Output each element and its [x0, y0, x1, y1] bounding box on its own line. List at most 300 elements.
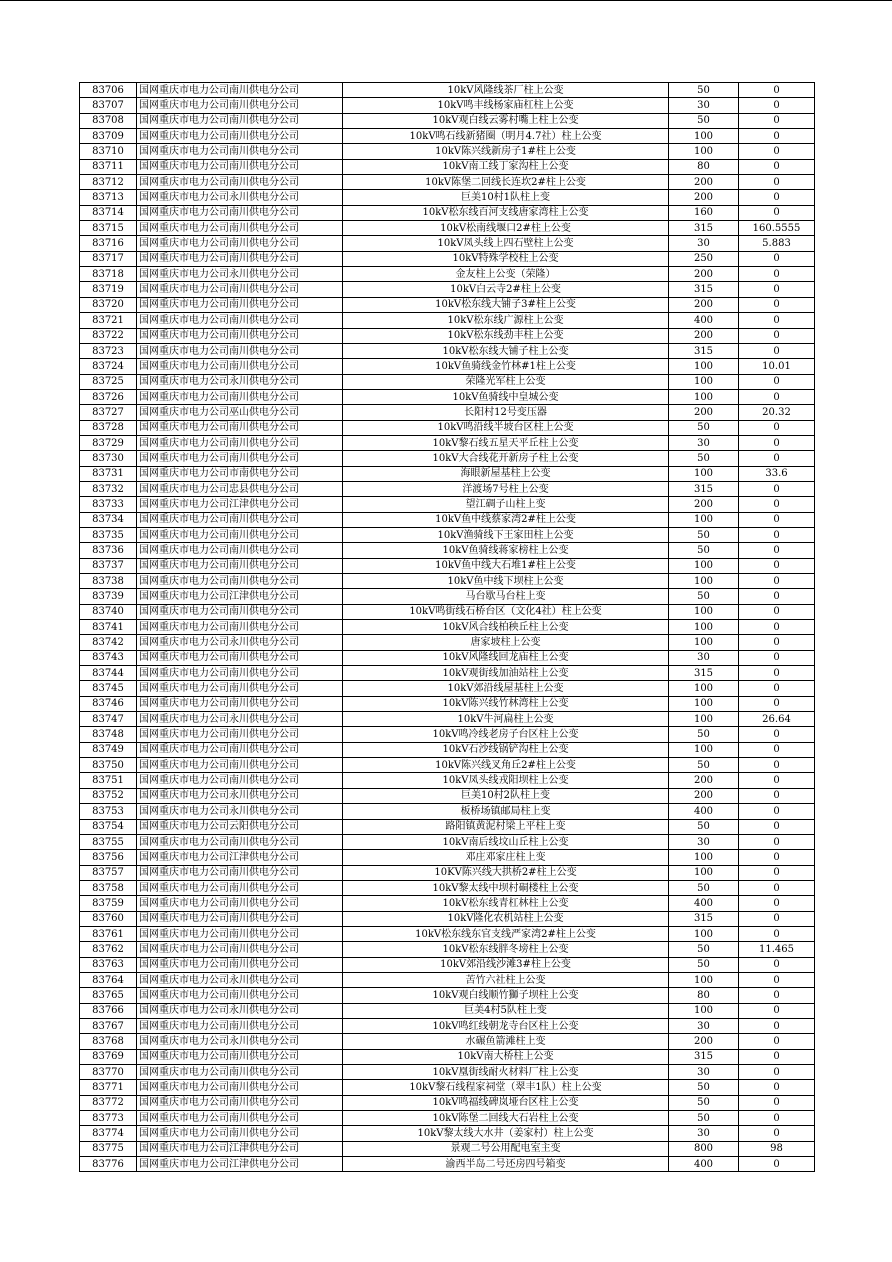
- row-id-cell: 83752: [80, 788, 137, 803]
- capacity-cell: 100: [669, 712, 739, 727]
- company-cell: 国网重庆市电力公司南川供电分公司: [137, 129, 343, 144]
- capacity-cell: 100: [669, 742, 739, 757]
- row-id-cell: 83719: [80, 282, 137, 297]
- row-id-cell: 83718: [80, 267, 137, 282]
- value-cell: 0: [739, 1034, 815, 1049]
- company-cell: 国网重庆市电力公司南川供电分公司: [137, 236, 343, 251]
- value-cell: 0: [739, 1003, 815, 1018]
- company-cell: 国网重庆市电力公司永川供电分公司: [137, 972, 343, 987]
- table-row: [80, 497, 815, 512]
- transformer-name-cell: 10kV黎石线五星天平丘柱上公变: [343, 435, 669, 450]
- row-id-cell: 83711: [80, 159, 137, 174]
- table-row: [80, 374, 815, 389]
- transformer-name-cell: 10kV陈兴线新房子1#柱上公变: [343, 144, 669, 159]
- capacity-cell: 400: [669, 1157, 739, 1172]
- table-row: [80, 435, 815, 450]
- transformer-name-cell: 10kV风合线柏秧丘柱上公变: [343, 620, 669, 635]
- value-cell: 0: [739, 313, 815, 328]
- capacity-cell: 200: [669, 1034, 739, 1049]
- row-id-cell: 83729: [80, 435, 137, 450]
- company-cell: 国网重庆市电力公司南川供电分公司: [137, 359, 343, 374]
- capacity-cell: 50: [669, 942, 739, 957]
- transformer-name-cell: 10kV白云寺2#柱上公变: [343, 282, 669, 297]
- table-row: [80, 865, 815, 880]
- capacity-cell: 200: [669, 175, 739, 190]
- row-id-cell: 83746: [80, 696, 137, 711]
- transformer-name-cell: 10kV黎太线大水井（姜家村）柱上公变: [343, 1126, 669, 1141]
- transformer-name-cell: 10kV松东线胖冬塝柱上公变: [343, 942, 669, 957]
- row-id-cell: 83717: [80, 251, 137, 266]
- value-cell: 20.32: [739, 405, 815, 420]
- transformer-name-cell: 10kV鸣丰线杨家庙杠柱上公变: [343, 98, 669, 113]
- company-cell: 国网重庆市电力公司南川供电分公司: [137, 451, 343, 466]
- table-row: [80, 620, 815, 635]
- company-cell: 国网重庆市电力公司江津供电分公司: [137, 589, 343, 604]
- row-id-cell: 83759: [80, 896, 137, 911]
- company-cell: 国网重庆市电力公司南川供电分公司: [137, 620, 343, 635]
- value-cell: 0: [739, 267, 815, 282]
- value-cell: 0: [739, 681, 815, 696]
- value-cell: 0: [739, 497, 815, 512]
- table-row: [80, 911, 815, 926]
- capacity-cell: 100: [669, 850, 739, 865]
- capacity-cell: 400: [669, 313, 739, 328]
- row-id-cell: 83751: [80, 773, 137, 788]
- row-id-cell: 83770: [80, 1065, 137, 1080]
- table-row: [80, 727, 815, 742]
- transformer-name-cell: 巨美10村2队柱上变: [343, 788, 669, 803]
- transformer-name-cell: 10kV凰街线耐火材料厂柱上公变: [343, 1065, 669, 1080]
- table-row: [80, 98, 815, 113]
- company-cell: 国网重庆市电力公司南川供电分公司: [137, 666, 343, 681]
- row-id-cell: 83707: [80, 98, 137, 113]
- transformer-name-cell: 10kV南大桥柱上公变: [343, 1049, 669, 1064]
- capacity-cell: 200: [669, 405, 739, 420]
- company-cell: 国网重庆市电力公司南川供电分公司: [137, 1065, 343, 1080]
- value-cell: 0: [739, 758, 815, 773]
- value-cell: 0: [739, 1080, 815, 1095]
- value-cell: 5.883: [739, 236, 815, 251]
- table-row: [80, 972, 815, 987]
- capacity-cell: 400: [669, 896, 739, 911]
- row-id-cell: 83755: [80, 834, 137, 849]
- value-cell: 10.01: [739, 359, 815, 374]
- transformer-name-cell: 渝西半岛二号还房四号箱变: [343, 1157, 669, 1172]
- capacity-cell: 100: [669, 374, 739, 389]
- company-cell: 国网重庆市电力公司南川供电分公司: [137, 696, 343, 711]
- capacity-cell: 315: [669, 911, 739, 926]
- table-row: [80, 1018, 815, 1033]
- capacity-cell: 50: [669, 1095, 739, 1110]
- capacity-cell: 100: [669, 696, 739, 711]
- capacity-cell: 50: [669, 727, 739, 742]
- company-cell: 国网重庆市电力公司南川供电分公司: [137, 942, 343, 957]
- value-cell: 0: [739, 190, 815, 205]
- value-cell: 0: [739, 512, 815, 527]
- row-id-cell: 83734: [80, 512, 137, 527]
- row-id-cell: 83736: [80, 543, 137, 558]
- transformer-name-cell: 10kV松东线东官支线严家湾2#柱上公变: [343, 926, 669, 941]
- value-cell: 0: [739, 819, 815, 834]
- capacity-cell: 30: [669, 834, 739, 849]
- table-row: [80, 834, 815, 849]
- transformer-name-cell: 板桥场镇邮局柱上变: [343, 804, 669, 819]
- transformer-name-cell: 10kV松东线大铺子3#柱上公变: [343, 297, 669, 312]
- company-cell: 国网重庆市电力公司南川供电分公司: [137, 957, 343, 972]
- table-row: [80, 1141, 815, 1156]
- row-id-cell: 83766: [80, 1003, 137, 1018]
- company-cell: 国网重庆市电力公司南川供电分公司: [137, 574, 343, 589]
- table-row: [80, 742, 815, 757]
- transformer-name-cell: 10kV松东线百河支线唐家湾柱上公变: [343, 205, 669, 220]
- transformer-name-cell: 10kV观白线顺竹獅子坝柱上公变: [343, 988, 669, 1003]
- table-row: [80, 251, 815, 266]
- capacity-cell: 50: [669, 819, 739, 834]
- value-cell: 0: [739, 574, 815, 589]
- value-cell: 0: [739, 1157, 815, 1172]
- value-cell: 0: [739, 558, 815, 573]
- row-id-cell: 83742: [80, 635, 137, 650]
- transformer-name-cell: 10kV鸣福线碑岚垭台区柱上公变: [343, 1095, 669, 1110]
- capacity-cell: 315: [669, 1049, 739, 1064]
- capacity-cell: 250: [669, 251, 739, 266]
- table-row: [80, 650, 815, 665]
- company-cell: 国网重庆市电力公司南川供电分公司: [137, 113, 343, 128]
- transformer-name-cell: 10kV鸣沿线半坡台区柱上公变: [343, 420, 669, 435]
- transformer-name-cell: 10kV黎石线程家祠堂（翠丰1队）柱上公变: [343, 1080, 669, 1095]
- value-cell: 0: [739, 788, 815, 803]
- value-cell: 0: [739, 834, 815, 849]
- row-id-cell: 83750: [80, 758, 137, 773]
- table-row: [80, 819, 815, 834]
- table-row: [80, 957, 815, 972]
- capacity-cell: 160: [669, 205, 739, 220]
- company-cell: 国网重庆市电力公司南川供电分公司: [137, 343, 343, 358]
- transformer-name-cell: 10kV黎太线中坝村硐楼柱上公变: [343, 880, 669, 895]
- capacity-cell: 315: [669, 282, 739, 297]
- company-cell: 国网重庆市电力公司永川供电分公司: [137, 1034, 343, 1049]
- row-id-cell: 83737: [80, 558, 137, 573]
- transformer-name-cell: 10kV牛河扁柱上公变: [343, 712, 669, 727]
- transformer-name-cell: 10kV风隆线回龙庙柱上公变: [343, 650, 669, 665]
- row-id-cell: 83762: [80, 942, 137, 957]
- row-id-cell: 83749: [80, 742, 137, 757]
- row-id-cell: 83713: [80, 190, 137, 205]
- capacity-cell: 50: [669, 543, 739, 558]
- table-row: [80, 205, 815, 220]
- table-row: [80, 389, 815, 404]
- row-id-cell: 83732: [80, 481, 137, 496]
- capacity-cell: 50: [669, 113, 739, 128]
- capacity-cell: 200: [669, 267, 739, 282]
- value-cell: 0: [739, 113, 815, 128]
- transformer-name-cell: 10kV鸣冷线老房子台区柱上公变: [343, 727, 669, 742]
- transformer-name-cell: 10kV大合线花开新房子柱上公变: [343, 451, 669, 466]
- value-cell: 33.6: [739, 466, 815, 481]
- value-cell: 0: [739, 1065, 815, 1080]
- company-cell: 国网重庆市电力公司永川供电分公司: [137, 712, 343, 727]
- transformer-name-cell: 10kV南工线丁家沟柱上公变: [343, 159, 669, 174]
- value-cell: 0: [739, 865, 815, 880]
- capacity-cell: 200: [669, 497, 739, 512]
- transformer-name-cell: 马台歇马台柱上变: [343, 589, 669, 604]
- table-row: [80, 1157, 815, 1172]
- table-row: [80, 1003, 815, 1018]
- capacity-cell: 100: [669, 574, 739, 589]
- company-cell: 国网重庆市电力公司南川供电分公司: [137, 221, 343, 236]
- company-cell: 国网重庆市电力公司南川供电分公司: [137, 1095, 343, 1110]
- value-cell: 0: [739, 957, 815, 972]
- row-id-cell: 83773: [80, 1111, 137, 1126]
- transformer-name-cell: 10kV石沙线锅铲沟柱上公变: [343, 742, 669, 757]
- company-cell: 国网重庆市电力公司南川供电分公司: [137, 98, 343, 113]
- transformer-name-cell: 10kV郊沿线屋基柱上公变: [343, 681, 669, 696]
- table-row: [80, 1065, 815, 1080]
- value-cell: 0: [739, 696, 815, 711]
- page-top-rule: [0, 0, 892, 1]
- capacity-cell: 50: [669, 957, 739, 972]
- value-cell: 0: [739, 804, 815, 819]
- value-cell: 0: [739, 389, 815, 404]
- company-cell: 国网重庆市电力公司南川供电分公司: [137, 1018, 343, 1033]
- table-row: [80, 236, 815, 251]
- capacity-cell: 30: [669, 435, 739, 450]
- capacity-cell: 100: [669, 972, 739, 987]
- row-id-cell: 83716: [80, 236, 137, 251]
- capacity-cell: 50: [669, 83, 739, 98]
- value-cell: 0: [739, 159, 815, 174]
- value-cell: 0: [739, 972, 815, 987]
- capacity-cell: 315: [669, 343, 739, 358]
- table-row: [80, 942, 815, 957]
- transformer-name-cell: 10kV鱼中线蔡家湾2#柱上公变: [343, 512, 669, 527]
- table-row: [80, 527, 815, 542]
- company-cell: 国网重庆市电力公司南川供电分公司: [137, 988, 343, 1003]
- row-id-cell: 83741: [80, 620, 137, 635]
- row-id-cell: 83747: [80, 712, 137, 727]
- capacity-cell: 400: [669, 804, 739, 819]
- table-row: [80, 343, 815, 358]
- table-row: [80, 773, 815, 788]
- value-cell: 0: [739, 543, 815, 558]
- capacity-cell: 50: [669, 758, 739, 773]
- company-cell: 国网重庆市电力公司南川供电分公司: [137, 896, 343, 911]
- value-cell: 0: [739, 1095, 815, 1110]
- table-row: [80, 466, 815, 481]
- company-cell: 国网重庆市电力公司南川供电分公司: [137, 251, 343, 266]
- company-cell: 国网重庆市电力公司南川供电分公司: [137, 773, 343, 788]
- transformer-name-cell: 10kV松东线劲丰柱上公变: [343, 328, 669, 343]
- row-id-cell: 83748: [80, 727, 137, 742]
- transformer-name-cell: 10kV隆化农机站柱上公变: [343, 911, 669, 926]
- table-row: [80, 1080, 815, 1095]
- capacity-cell: 100: [669, 865, 739, 880]
- company-cell: 国网重庆市电力公司南川供电分公司: [137, 205, 343, 220]
- capacity-cell: 50: [669, 880, 739, 895]
- transformer-name-cell: 唐家坡柱上公变: [343, 635, 669, 650]
- row-id-cell: 83743: [80, 650, 137, 665]
- transformer-name-cell: 10kV特殊学校柱上公变: [343, 251, 669, 266]
- value-cell: 0: [739, 666, 815, 681]
- company-cell: 国网重庆市电力公司南川供电分公司: [137, 865, 343, 880]
- company-cell: 国网重庆市电力公司巫山供电分公司: [137, 405, 343, 420]
- transformer-name-cell: 10kV鱼骑线蒋家榜柱上公变: [343, 543, 669, 558]
- table-row: [80, 926, 815, 941]
- capacity-cell: 80: [669, 988, 739, 1003]
- transformer-name-cell: 10kV鱼骑线金竹林#1柱上公变: [343, 359, 669, 374]
- table-row: [80, 850, 815, 865]
- capacity-cell: 200: [669, 328, 739, 343]
- capacity-cell: 100: [669, 512, 739, 527]
- value-cell: 0: [739, 727, 815, 742]
- value-cell: 0: [739, 83, 815, 98]
- transformer-name-cell: 10kV观街线加油站柱上公变: [343, 666, 669, 681]
- table-row: [80, 1111, 815, 1126]
- company-cell: 国网重庆市电力公司永川供电分公司: [137, 1003, 343, 1018]
- company-cell: 国网重庆市电力公司南川供电分公司: [137, 543, 343, 558]
- table-row: [80, 558, 815, 573]
- company-cell: 国网重庆市电力公司南川供电分公司: [137, 297, 343, 312]
- value-cell: 0: [739, 1018, 815, 1033]
- company-cell: 国网重庆市电力公司南川供电分公司: [137, 144, 343, 159]
- company-cell: 国网重庆市电力公司南川供电分公司: [137, 328, 343, 343]
- value-cell: 0: [739, 328, 815, 343]
- table-row: [80, 297, 815, 312]
- table-row: [80, 574, 815, 589]
- table-row: [80, 896, 815, 911]
- row-id-cell: 83706: [80, 83, 137, 98]
- row-id-cell: 83720: [80, 297, 137, 312]
- row-id-cell: 83708: [80, 113, 137, 128]
- row-id-cell: 83724: [80, 359, 137, 374]
- transformer-name-cell: 金友柱上公变（荣隆）: [343, 267, 669, 282]
- capacity-cell: 30: [669, 1126, 739, 1141]
- row-id-cell: 83709: [80, 129, 137, 144]
- company-cell: 国网重庆市电力公司南川供电分公司: [137, 604, 343, 619]
- table-row: [80, 696, 815, 711]
- table-row: [80, 129, 815, 144]
- row-id-cell: 83721: [80, 313, 137, 328]
- company-cell: 国网重庆市电力公司南川供电分公司: [137, 313, 343, 328]
- row-id-cell: 83776: [80, 1157, 137, 1172]
- capacity-cell: 50: [669, 420, 739, 435]
- value-cell: 0: [739, 911, 815, 926]
- table-row: [80, 175, 815, 190]
- row-id-cell: 83725: [80, 374, 137, 389]
- row-id-cell: 83775: [80, 1141, 137, 1156]
- table-row: [80, 1049, 815, 1064]
- value-cell: 98: [739, 1141, 815, 1156]
- transformer-name-cell: 10kV松东线广源柱上公变: [343, 313, 669, 328]
- row-id-cell: 83758: [80, 880, 137, 895]
- company-cell: 国网重庆市电力公司南川供电分公司: [137, 727, 343, 742]
- transformer-name-cell: 海眼新屋基柱上公变: [343, 466, 669, 481]
- company-cell: 国网重庆市电力公司南川供电分公司: [137, 159, 343, 174]
- value-cell: 0: [739, 589, 815, 604]
- transformer-table: [79, 82, 815, 1172]
- table-row: [80, 481, 815, 496]
- capacity-cell: 50: [669, 589, 739, 604]
- transformer-name-cell: 10kV凤头线戎阳坝柱上公变: [343, 773, 669, 788]
- company-cell: 国网重庆市电力公司南川供电分公司: [137, 911, 343, 926]
- value-cell: 0: [739, 850, 815, 865]
- company-cell: 国网重庆市电力公司永川供电分公司: [137, 635, 343, 650]
- value-cell: 26.64: [739, 712, 815, 727]
- table-row: [80, 589, 815, 604]
- capacity-cell: 30: [669, 1018, 739, 1033]
- table-row: [80, 666, 815, 681]
- value-cell: 0: [739, 435, 815, 450]
- transformer-name-cell: 10kV鸣街线石桥台区（文化4社）柱上公变: [343, 604, 669, 619]
- capacity-cell: 100: [669, 359, 739, 374]
- table-row: [80, 359, 815, 374]
- row-id-cell: 83774: [80, 1126, 137, 1141]
- table-row: [80, 681, 815, 696]
- row-id-cell: 83728: [80, 420, 137, 435]
- value-cell: 0: [739, 1111, 815, 1126]
- capacity-cell: 50: [669, 1111, 739, 1126]
- company-cell: 国网重庆市电力公司永川供电分公司: [137, 267, 343, 282]
- transformer-name-cell: 望江碉子山柱上变: [343, 497, 669, 512]
- capacity-cell: 800: [669, 1141, 739, 1156]
- row-id-cell: 83710: [80, 144, 137, 159]
- row-id-cell: 83744: [80, 666, 137, 681]
- transformer-name-cell: 景观二号公用配电室主变: [343, 1141, 669, 1156]
- table-row: [80, 543, 815, 558]
- row-id-cell: 83714: [80, 205, 137, 220]
- capacity-cell: 100: [669, 681, 739, 696]
- value-cell: 0: [739, 251, 815, 266]
- transformer-name-cell: 路阳镇黄泥村梁上平柱上变: [343, 819, 669, 834]
- company-cell: 国网重庆市电力公司永川供电分公司: [137, 190, 343, 205]
- company-cell: 国网重庆市电力公司南川供电分公司: [137, 420, 343, 435]
- value-cell: 160.5555: [739, 221, 815, 236]
- table-row: [80, 880, 815, 895]
- row-id-cell: 83715: [80, 221, 137, 236]
- row-id-cell: 83712: [80, 175, 137, 190]
- company-cell: 国网重庆市电力公司南川供电分公司: [137, 758, 343, 773]
- row-id-cell: 83739: [80, 589, 137, 604]
- transformer-name-cell: 洋渡场7号柱上公变: [343, 481, 669, 496]
- capacity-cell: 100: [669, 466, 739, 481]
- row-id-cell: 83768: [80, 1034, 137, 1049]
- value-cell: 0: [739, 297, 815, 312]
- value-cell: 0: [739, 635, 815, 650]
- company-cell: 国网重庆市电力公司永川供电分公司: [137, 788, 343, 803]
- transformer-name-cell: 10kV陈兴线叉角丘2#柱上公变: [343, 758, 669, 773]
- row-id-cell: 83723: [80, 343, 137, 358]
- row-id-cell: 83735: [80, 527, 137, 542]
- table-row: [80, 804, 815, 819]
- row-id-cell: 83730: [80, 451, 137, 466]
- transformer-name-cell: 10kV风隆线茶厂柱上公变: [343, 83, 669, 98]
- value-cell: 0: [739, 481, 815, 496]
- capacity-cell: 100: [669, 635, 739, 650]
- capacity-cell: 100: [669, 620, 739, 635]
- value-cell: 11.465: [739, 942, 815, 957]
- capacity-cell: 100: [669, 558, 739, 573]
- capacity-cell: 50: [669, 451, 739, 466]
- row-id-cell: 83722: [80, 328, 137, 343]
- capacity-cell: 200: [669, 297, 739, 312]
- row-id-cell: 83726: [80, 389, 137, 404]
- value-cell: 0: [739, 988, 815, 1003]
- row-id-cell: 83733: [80, 497, 137, 512]
- transformer-name-cell: 巨美10村1队柱上变: [343, 190, 669, 205]
- capacity-cell: 100: [669, 926, 739, 941]
- table-row: [80, 1095, 815, 1110]
- table-row: [80, 190, 815, 205]
